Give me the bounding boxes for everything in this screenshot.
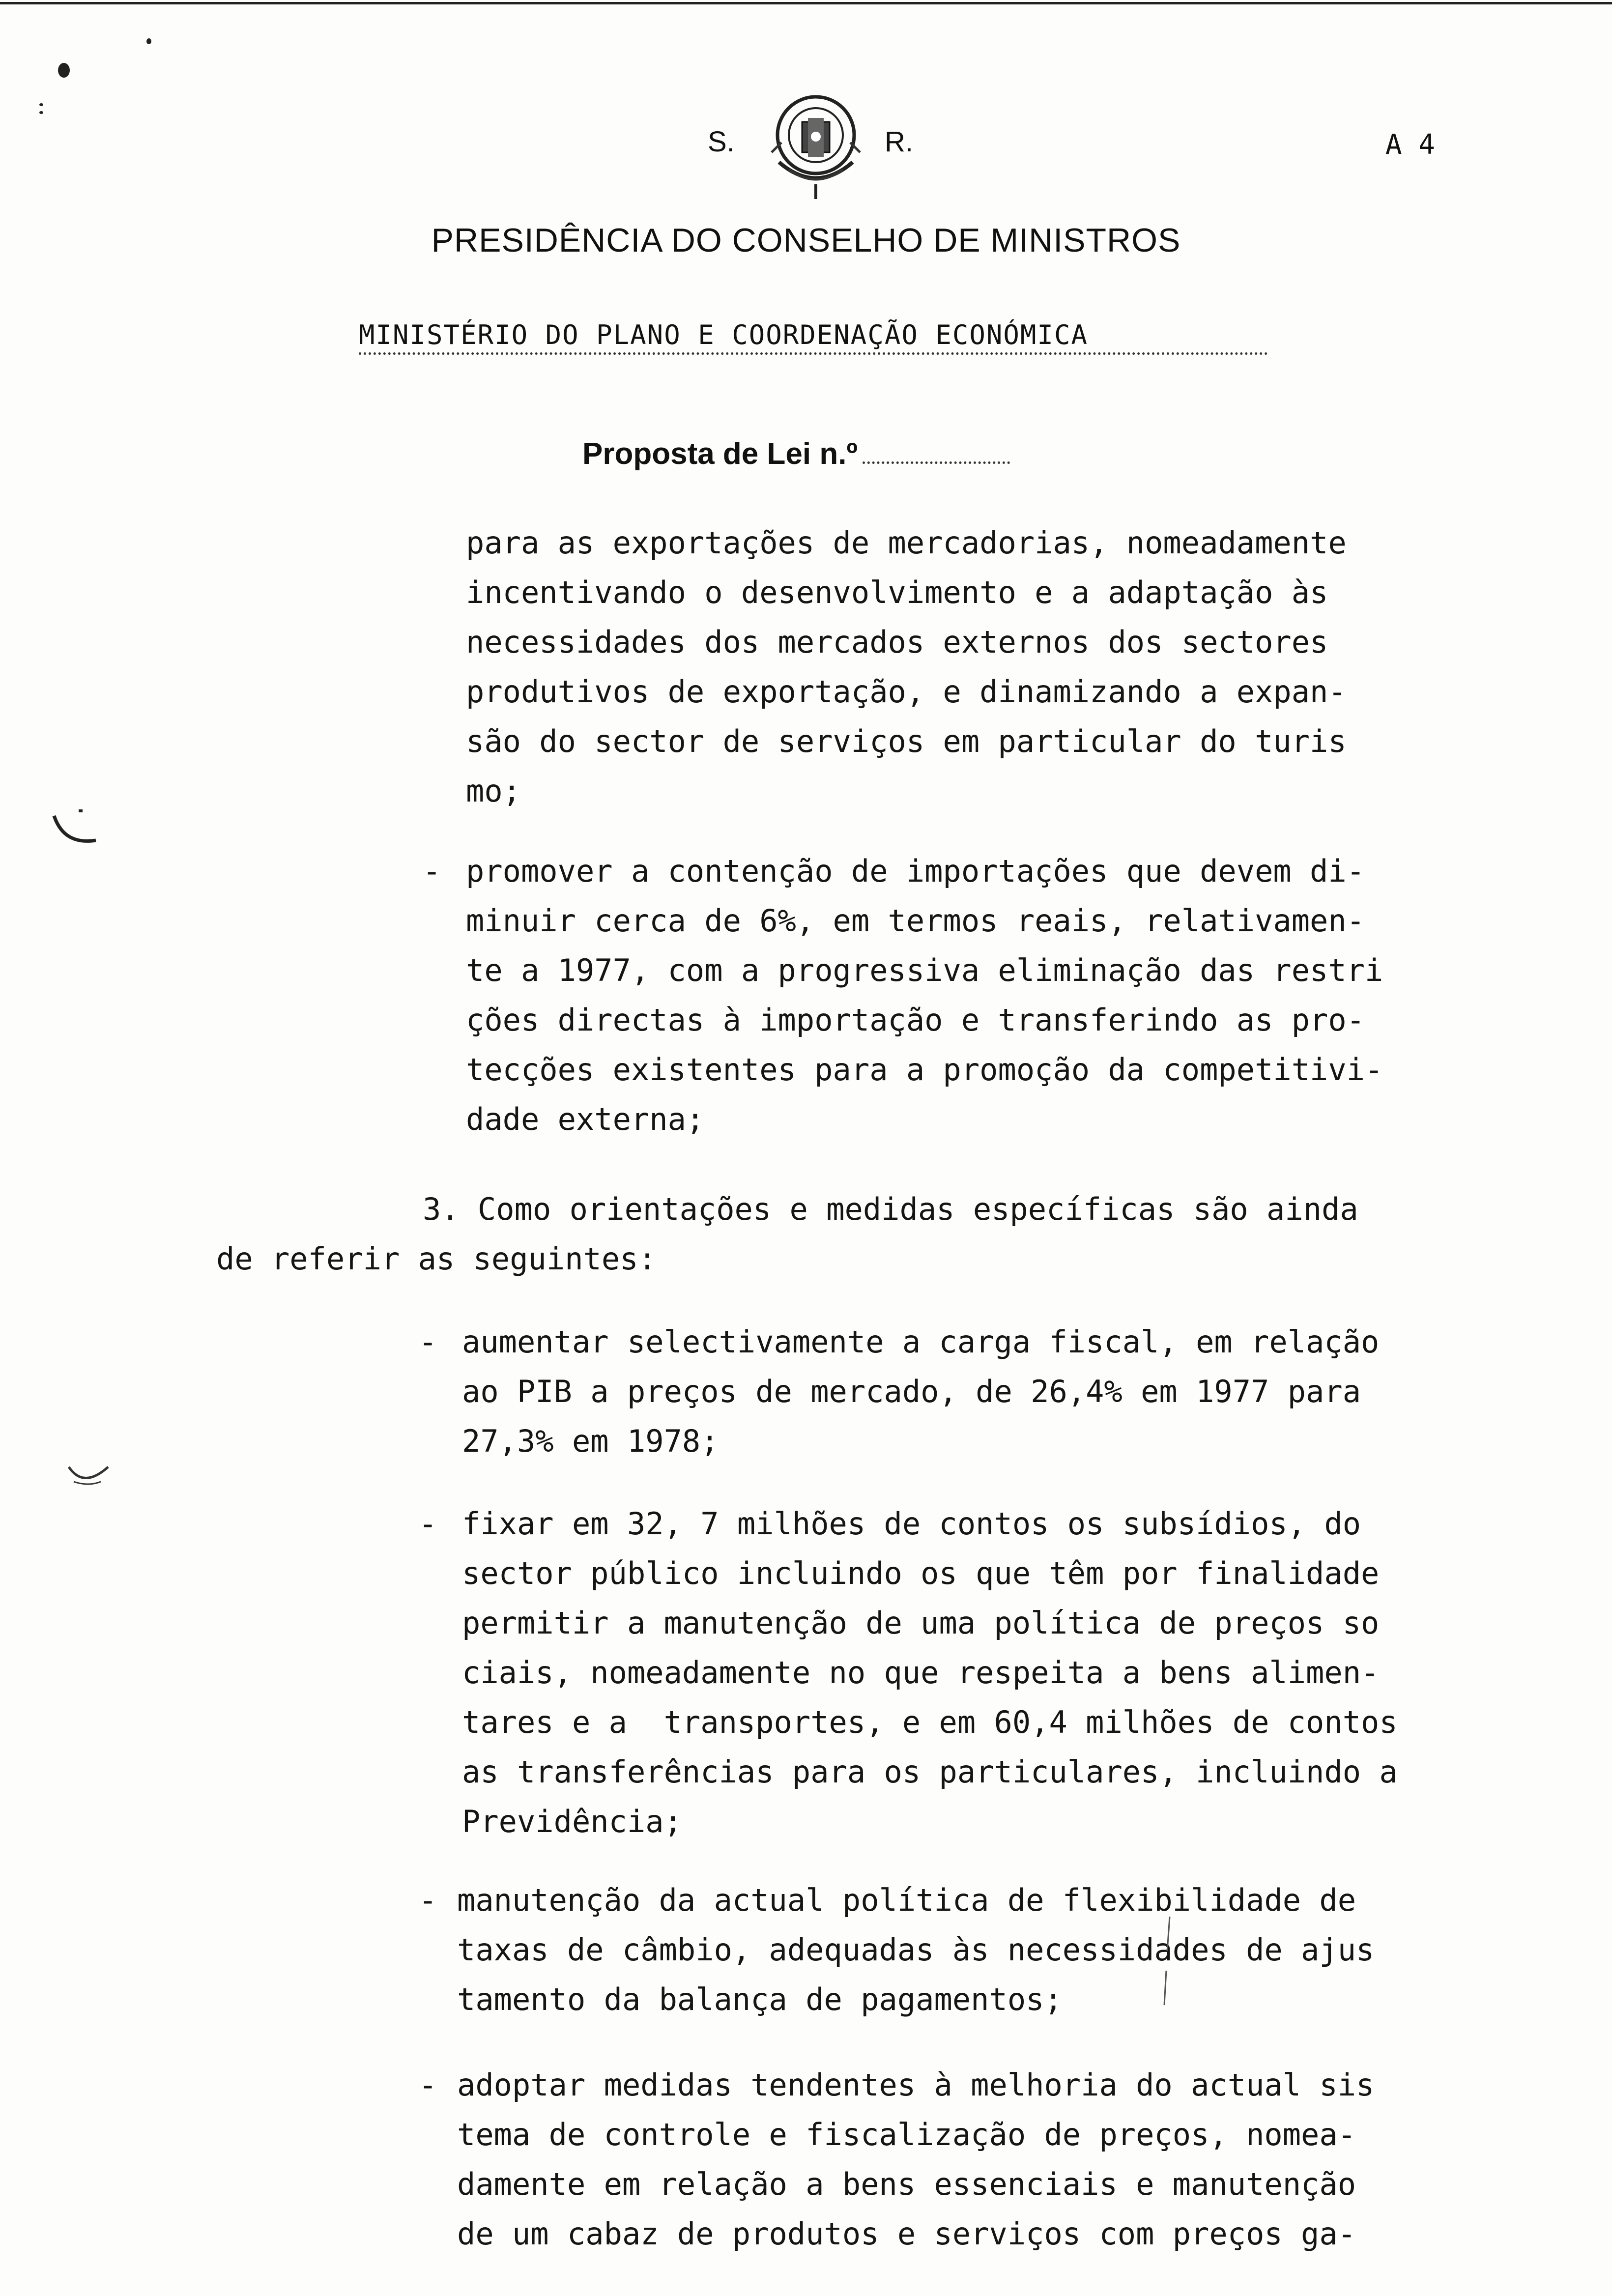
page-title: PRESIDÊNCIA DO CONSELHO DE MINISTROS (431, 222, 1181, 259)
bullet-dash: - (419, 1506, 437, 1542)
scan-dot (146, 38, 151, 44)
ministry-line: MINISTÉRIO DO PLANO E COORDENAÇÃO ECONÓMICA (359, 319, 1268, 355)
proposal-number-blank (863, 461, 1010, 464)
scan-dot (39, 111, 43, 114)
bullet-dash: - (419, 1882, 437, 1918)
bullet-price-control: adoptar medidas tendentes à melhoria do actual sis tema de controle e fiscalização de preços, nomea- damente em relação a bens essenciais e manutenção de um cabaz de produtos e serviços com preços ga- (457, 2067, 1375, 2252)
bullet-fiscal: aumentar selectivamente a carga fiscal, em relação ao PIB a preços de mercado, de 26,4% em 1977 para 27,3% em 1978; (462, 1324, 1380, 1459)
bullet-dash: - (423, 853, 441, 889)
sr-right-label: R. (885, 126, 913, 158)
page-reference: A 4 (1385, 129, 1435, 161)
section-3-continuation: de referir as seguintes: (216, 1241, 657, 1277)
bullet-dash: - (419, 2067, 437, 2103)
proposal-label: Proposta de Lei n.º (582, 437, 858, 471)
scan-curve-mark (64, 1460, 118, 1494)
pencil-mark (1157, 1912, 1177, 2010)
scan-dot (58, 63, 70, 78)
coat-of-arms-icon (767, 88, 865, 201)
sr-left-label: S. (708, 126, 735, 158)
bullet-imports: promover a contenção de importações que devem di- minuir cerca de 6%, em termos reais, relativamen- te a 1977, com a progressiva eliminação das restri ções directas à importação e transferindo as pro- tecções existentes para a promoção da competitivi- dade externa; (466, 853, 1383, 1137)
proposal-line (582, 436, 1010, 471)
top-border-line (0, 2, 1612, 4)
bullet-subsidies: fixar em 32, 7 milhões de contos os subsídios, do sector público incluindo os que têm por finalidade permitir a manutenção de uma política de preços so ciais, nomeadamente no que respeita a bens alimen- tares e a transportes, e em 60,4 milhões de contos as transferências para os particulares, incluindo a Previdência; (462, 1506, 1398, 1839)
section-3-heading: 3. Como orientações e medidas específicas são ainda (423, 1191, 1358, 1227)
paragraph-continuation: para as exportações de mercadorias, nomeadamente incentivando o desenvolvimento e a adaptação às necessidades dos mercados externos dos sectores produtivos de exportação, e dinamizando a expan- são do sector de serviços em particular do turis mo; (466, 525, 1347, 809)
bullet-dash: - (419, 1324, 437, 1360)
scan-dot (39, 103, 43, 106)
bullet-exchange-rates: manutenção da actual política de flexibilidade de taxas de câmbio, adequadas às necessidades de ajus tamento da balança de pagamentos; (457, 1882, 1375, 2017)
scan-curve-mark (49, 806, 103, 855)
